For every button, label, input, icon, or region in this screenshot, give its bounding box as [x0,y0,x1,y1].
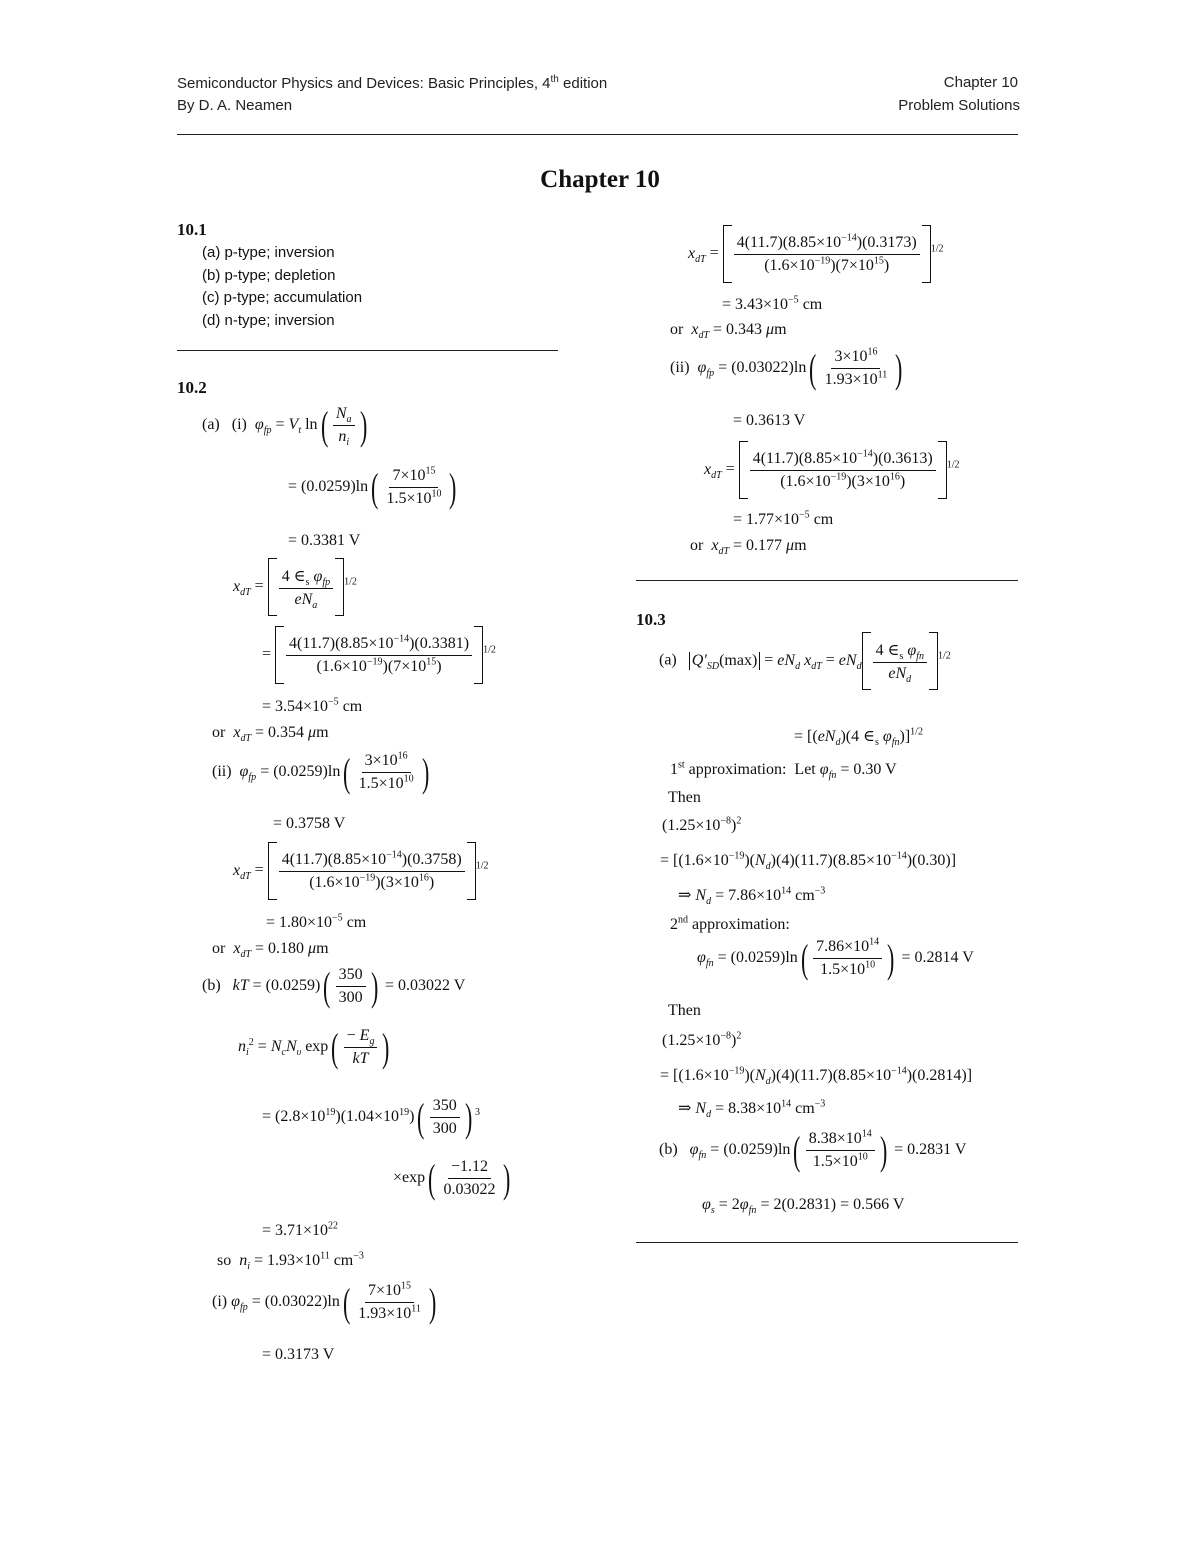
eq-ni2-num: = $(2.8\times 10^{19})(1.04\times 10^{19})$( $\frac{350}{300}$ ) $^3$ [262,1094,481,1140]
eq-phi-fp-def: (a) (i) $\varphi_{fp} = V_t$ ln( $\frac{N_a}{n_i}$ ) [202,402,367,449]
p101-item-b: (b) p-type; depletion [202,267,336,284]
eq-xdt-def: $x_{dT}$ = $\frac{4 \in_s \varphi_{fp}}{eN_a}$ $^{1/2}$ [233,558,357,616]
eq-phi-s: $\varphi_s = 2\varphi_{fn} = 2(0.2831) = 0.566$ V [702,1196,905,1217]
eq-qsd-max: (a) $Q'_{SD}(\max) = eN_d$ $x_{dT} = eN_d$ $\frac{4 \in_s \varphi_{fn}}{eN_d}$ $^{1/2}$ [659,632,951,690]
page-title: Chapter 10 [540,166,660,193]
eq-nd-2: ⇒ $N_d = 8.38\times 10^{14}$ $cm^{-3}$ [678,1098,826,1121]
eq-phi-fn-2: $\varphi_{fn} = (0.0259)\ln$( $\frac{7.86\times 10^{14}}{1.5\times 10^{10}}$ ) = 0.2814 V [697,935,974,981]
header-book-title: Semiconductor Physics and Devices: Basic Principles, 4th edition [177,74,608,92]
problem-10-3-number: 10.3 [636,610,666,629]
eq-phi-fp-b-ii-result: = 0.3613 V [733,412,806,429]
p101-item-d: (d) n-type; inversion [202,312,335,329]
header-subtitle: Problem Solutions [898,97,1020,114]
header-chapter: Chapter 10 [943,74,1018,91]
divider-10-2 [636,580,1018,581]
problem-10-2-number: 10.2 [177,378,207,397]
eq-xdt-um-3: or $x_{dT} = 0.343$ μm [670,321,787,342]
eq-phi-fn-b: (b) $\varphi_{fn} = (0.0259)\ln$( $\frac{8.38\times 10^{14}}{1.5\times 10^{10}}$ ) = 0.2831 V [659,1127,967,1173]
eq-approx2-rhs: = $[(1.6\times 10^{-19})(N_d)(4)(11.7)(8.85\times 10^{-14})(0.2814)]$ [660,1065,973,1088]
eq-approx1-rhs: = $[(1.6\times 10^{-19})(N_d)(4)(11.7)(8.85\times 10^{-14})(0.30)]$ [660,850,957,873]
header-rule [177,134,1018,135]
eq-phi-fp-ii-result: = 0.3758 V [273,815,346,832]
eq-phi-fp-ii: (ii) $\varphi_{fp} = (0.0259)\ln$( $\frac{3\times 10^{16}}{1.5\times 10^{10}}$ ) [212,749,430,795]
eq-xdt-num-2: $x_{dT}$ = $\frac{4(11.7)(8.85\times 10^{-14})(0.3758)}{(1.6\times 10^{-19})(3\times 10^{16})}$ $^{1/2}$ [233,842,489,900]
eq-xdt-um-2: or $x_{dT} = 0.180$ μm [212,940,329,961]
eq-xdt-um-4: or $x_{dT} = 0.177$ μm [690,537,807,558]
eq-xdt-num-3: $x_{dT}$ = $\frac{4(11.7)(8.85\times 10^{-14})(0.3173)}{(1.6\times 10^{-19})(7\times 10^{15})}$ $^{1/2}$ [688,225,944,283]
p101-item-c: (c) p-type; accumulation [202,289,363,306]
approx-1: 1st approximation: Let $\varphi_{fn} = 0.30$ V [670,759,897,782]
eq-phi-fp-b-i-result: = 0.3173 V [262,1346,335,1363]
eq-phi-fp-num: = (0.0259)ln( $\frac{7\times 10^{15}}{1.5\times 10^{10}}$ ) [288,464,457,510]
eq-qsd-simplified: = [$(eN_d)(4$ $\in_s$ $\varphi_{fn})]^{1/2}$ [794,726,923,749]
divider-10-3 [636,1242,1018,1243]
eq-xdt-result-1: = $3.54\times 10^{-5}$ cm [262,696,363,715]
eq-phi-fp-result: = 0.3381 V [288,532,361,549]
eq-ni-result: so $n_i = 1.93\times 10^{11}$ $cm^{-3}$ [217,1250,364,1273]
p101-item-a: (a) p-type; inversion [202,244,335,261]
eq-phi-fp-b-ii: (ii) $\varphi_{fp} = (0.03022)\ln$( $\frac{3\times 10^{16}}{1.93\times 10^{11}}$ ) [670,345,903,391]
header-author: By D. A. Neamen [177,97,293,114]
then-1: Then [668,789,701,806]
eq-xdt-result-4: = $1.77\times 10^{-5}$ cm [733,509,834,528]
eq-ni2-result: = $3.71\times 10^{22}$ [262,1220,339,1239]
eq-xdt-result-3: = $3.43\times 10^{-5}$ cm [722,294,823,313]
then-2: Then [668,1002,701,1019]
eq-xdt-result-2: = $1.80\times 10^{-5}$ cm [266,912,367,931]
eq-ni2-exp: ×exp( $\frac{-1.12}{0.03022}$ ) [393,1155,511,1201]
approx-2: 2nd approximation: [670,914,790,933]
eq-kt: (b) kT = (0.0259)( $\frac{350}{300}$ ) = 0.03022 V [202,963,466,1009]
eq-phi-fp-b-i: (i) $\varphi_{fp} = (0.03022)\ln$( $\frac{7\times 10^{15}}{1.93\times 10^{11}}$ ) [212,1279,437,1325]
eq-approx2-lhs: $(1.25\times 10^{-8})^2$ [662,1030,742,1049]
eq-xdt-um-1: or $x_{dT} = 0.354$ μm [212,724,329,745]
eq-approx1-lhs: $(1.25\times 10^{-8})^2$ [662,815,742,834]
eq-xdt-num-1: = $\frac{4(11.7)(8.85\times 10^{-14})(0.3381)}{(1.6\times 10^{-19})(7\times 10^{15})}$ $^{1/2}$ [262,626,496,684]
eq-ni2-def: $n_i^2 = N_cN_\upsilon$ exp( $\frac{- E_g}{kT}$ ) [238,1024,390,1070]
divider-10-1 [177,350,558,351]
problem-10-1-number: 10.1 [177,220,207,239]
eq-xdt-num-4: $x_{dT}$ = $\frac{4(11.7)(8.85\times 10^{-14})(0.3613)}{(1.6\times 10^{-19})(3\times 10^{16})}$ $^{1/2}$ [704,441,960,499]
eq-nd-1: ⇒ $N_d = 7.86\times 10^{14}$ $cm^{-3}$ [678,885,826,908]
